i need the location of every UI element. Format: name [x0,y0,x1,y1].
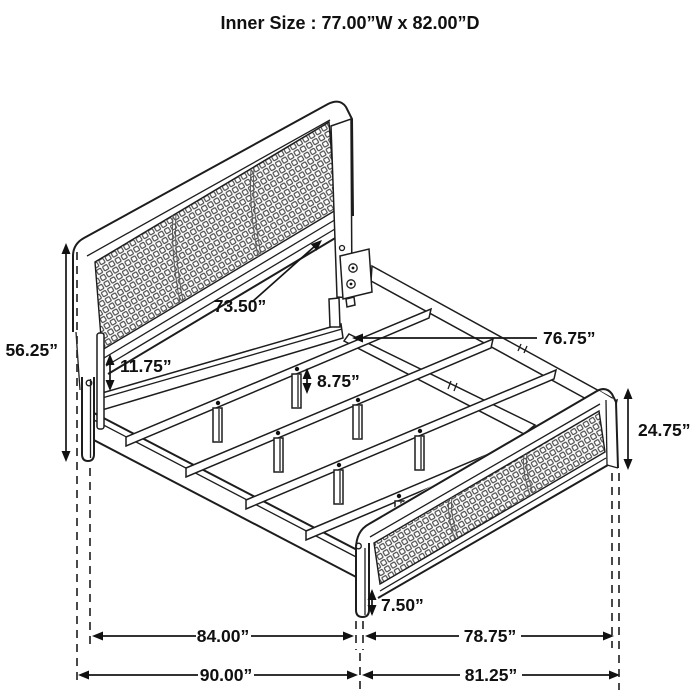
dim-headboard-height-label: 56.25” [5,340,58,360]
page-title: Inner Size : 77.00”W x 82.00”D [220,13,480,33]
dim-inner-frame-width-label: 78.75” [463,626,517,646]
dim-center-rail-length-label: 76.75” [543,328,596,348]
dim-inner-frame-length-label: 84.00” [196,626,250,646]
dim-overall-length [78,665,358,685]
dim-headboard-clearance-label: 11.75” [120,356,172,376]
dim-overall-width [362,665,620,685]
rail-bracket [340,249,372,299]
dim-inner-frame-width [365,626,614,646]
dim-footboard-height [624,388,691,470]
dim-support-leg-height [303,368,360,394]
dim-footboard-leg-height-label: 7.50” [381,595,424,615]
dim-inner-frame-length [92,626,354,646]
dim-support-leg-height-label: 8.75” [317,371,360,391]
dim-overall-width-label: 81.25” [464,665,518,685]
dim-overall-length-label: 90.00” [199,665,253,685]
footboard-front-leg [356,543,369,617]
headboard-right-post [329,119,372,327]
dim-headboard-height [5,243,70,462]
dim-footboard-leg-height [368,589,424,616]
dim-footboard-height-label: 24.75” [638,420,691,440]
dim-headboard-width-label: 73.50” [213,296,267,316]
